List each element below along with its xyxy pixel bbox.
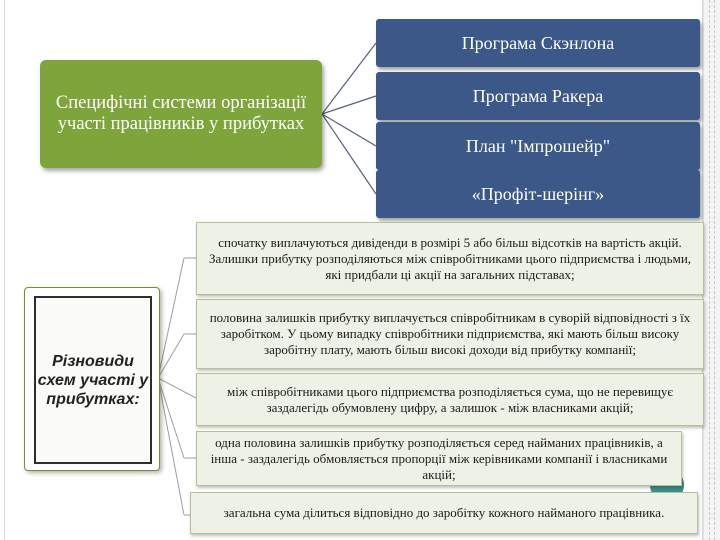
variety-item-1: спочатку виплачуються дивіденди в розмірі 5 або більш відсотків на вартість акцій. Залишки прибутку розподіляються між співробітниками цього підприємства і людьми, які придбали ці акції на загальних підставах; bbox=[196, 222, 704, 295]
connector-program-4 bbox=[322, 114, 376, 194]
variety-item-4: одна половина залишків прибутку розподіляється серед найманих працівників, а інша - заздалегідь обмовляється пропорції між керівниками компанії і власниками акцій; bbox=[196, 431, 682, 486]
connector-program-2 bbox=[322, 96, 376, 114]
connector-program-3 bbox=[322, 114, 376, 146]
variety-item-2: половина залишків прибутку виплачується співробітникам в суворій відповідності з їх заробітком. У цьому випадку співробітники підприємства, які мають більш високу заробітну плату, мають більш високі доходи від прибутку компанії; bbox=[196, 299, 704, 369]
varieties-panel bbox=[24, 287, 160, 471]
programs-title: Специфічні системи організації участі працівників у прибутках bbox=[40, 60, 322, 168]
program-improshare: План "Імпрошейр" bbox=[376, 122, 700, 170]
program-scanlon: Програма Скэнлона bbox=[376, 19, 700, 67]
program-profit-sharing: «Профіт-шерінг» bbox=[376, 170, 700, 218]
variety-item-5: загальна сума ділиться відповідно до заробітку кожного найманого працівника. bbox=[190, 492, 698, 534]
variety-item-3: між співробітниками цього підприємства розподіляється сума, що не перевищує заздалегідь обумовлену цифру, а залишок - між власниками акцій; bbox=[196, 373, 704, 426]
connector-variety-1 bbox=[158, 258, 184, 378]
varieties-title: Різновиди схем участі у прибутках: bbox=[37, 352, 149, 408]
connector-program-1 bbox=[322, 43, 376, 114]
varieties-title-frame bbox=[34, 296, 152, 464]
connector-variety-2 bbox=[158, 334, 184, 378]
program-rucker: Програма Ракера bbox=[376, 72, 700, 120]
